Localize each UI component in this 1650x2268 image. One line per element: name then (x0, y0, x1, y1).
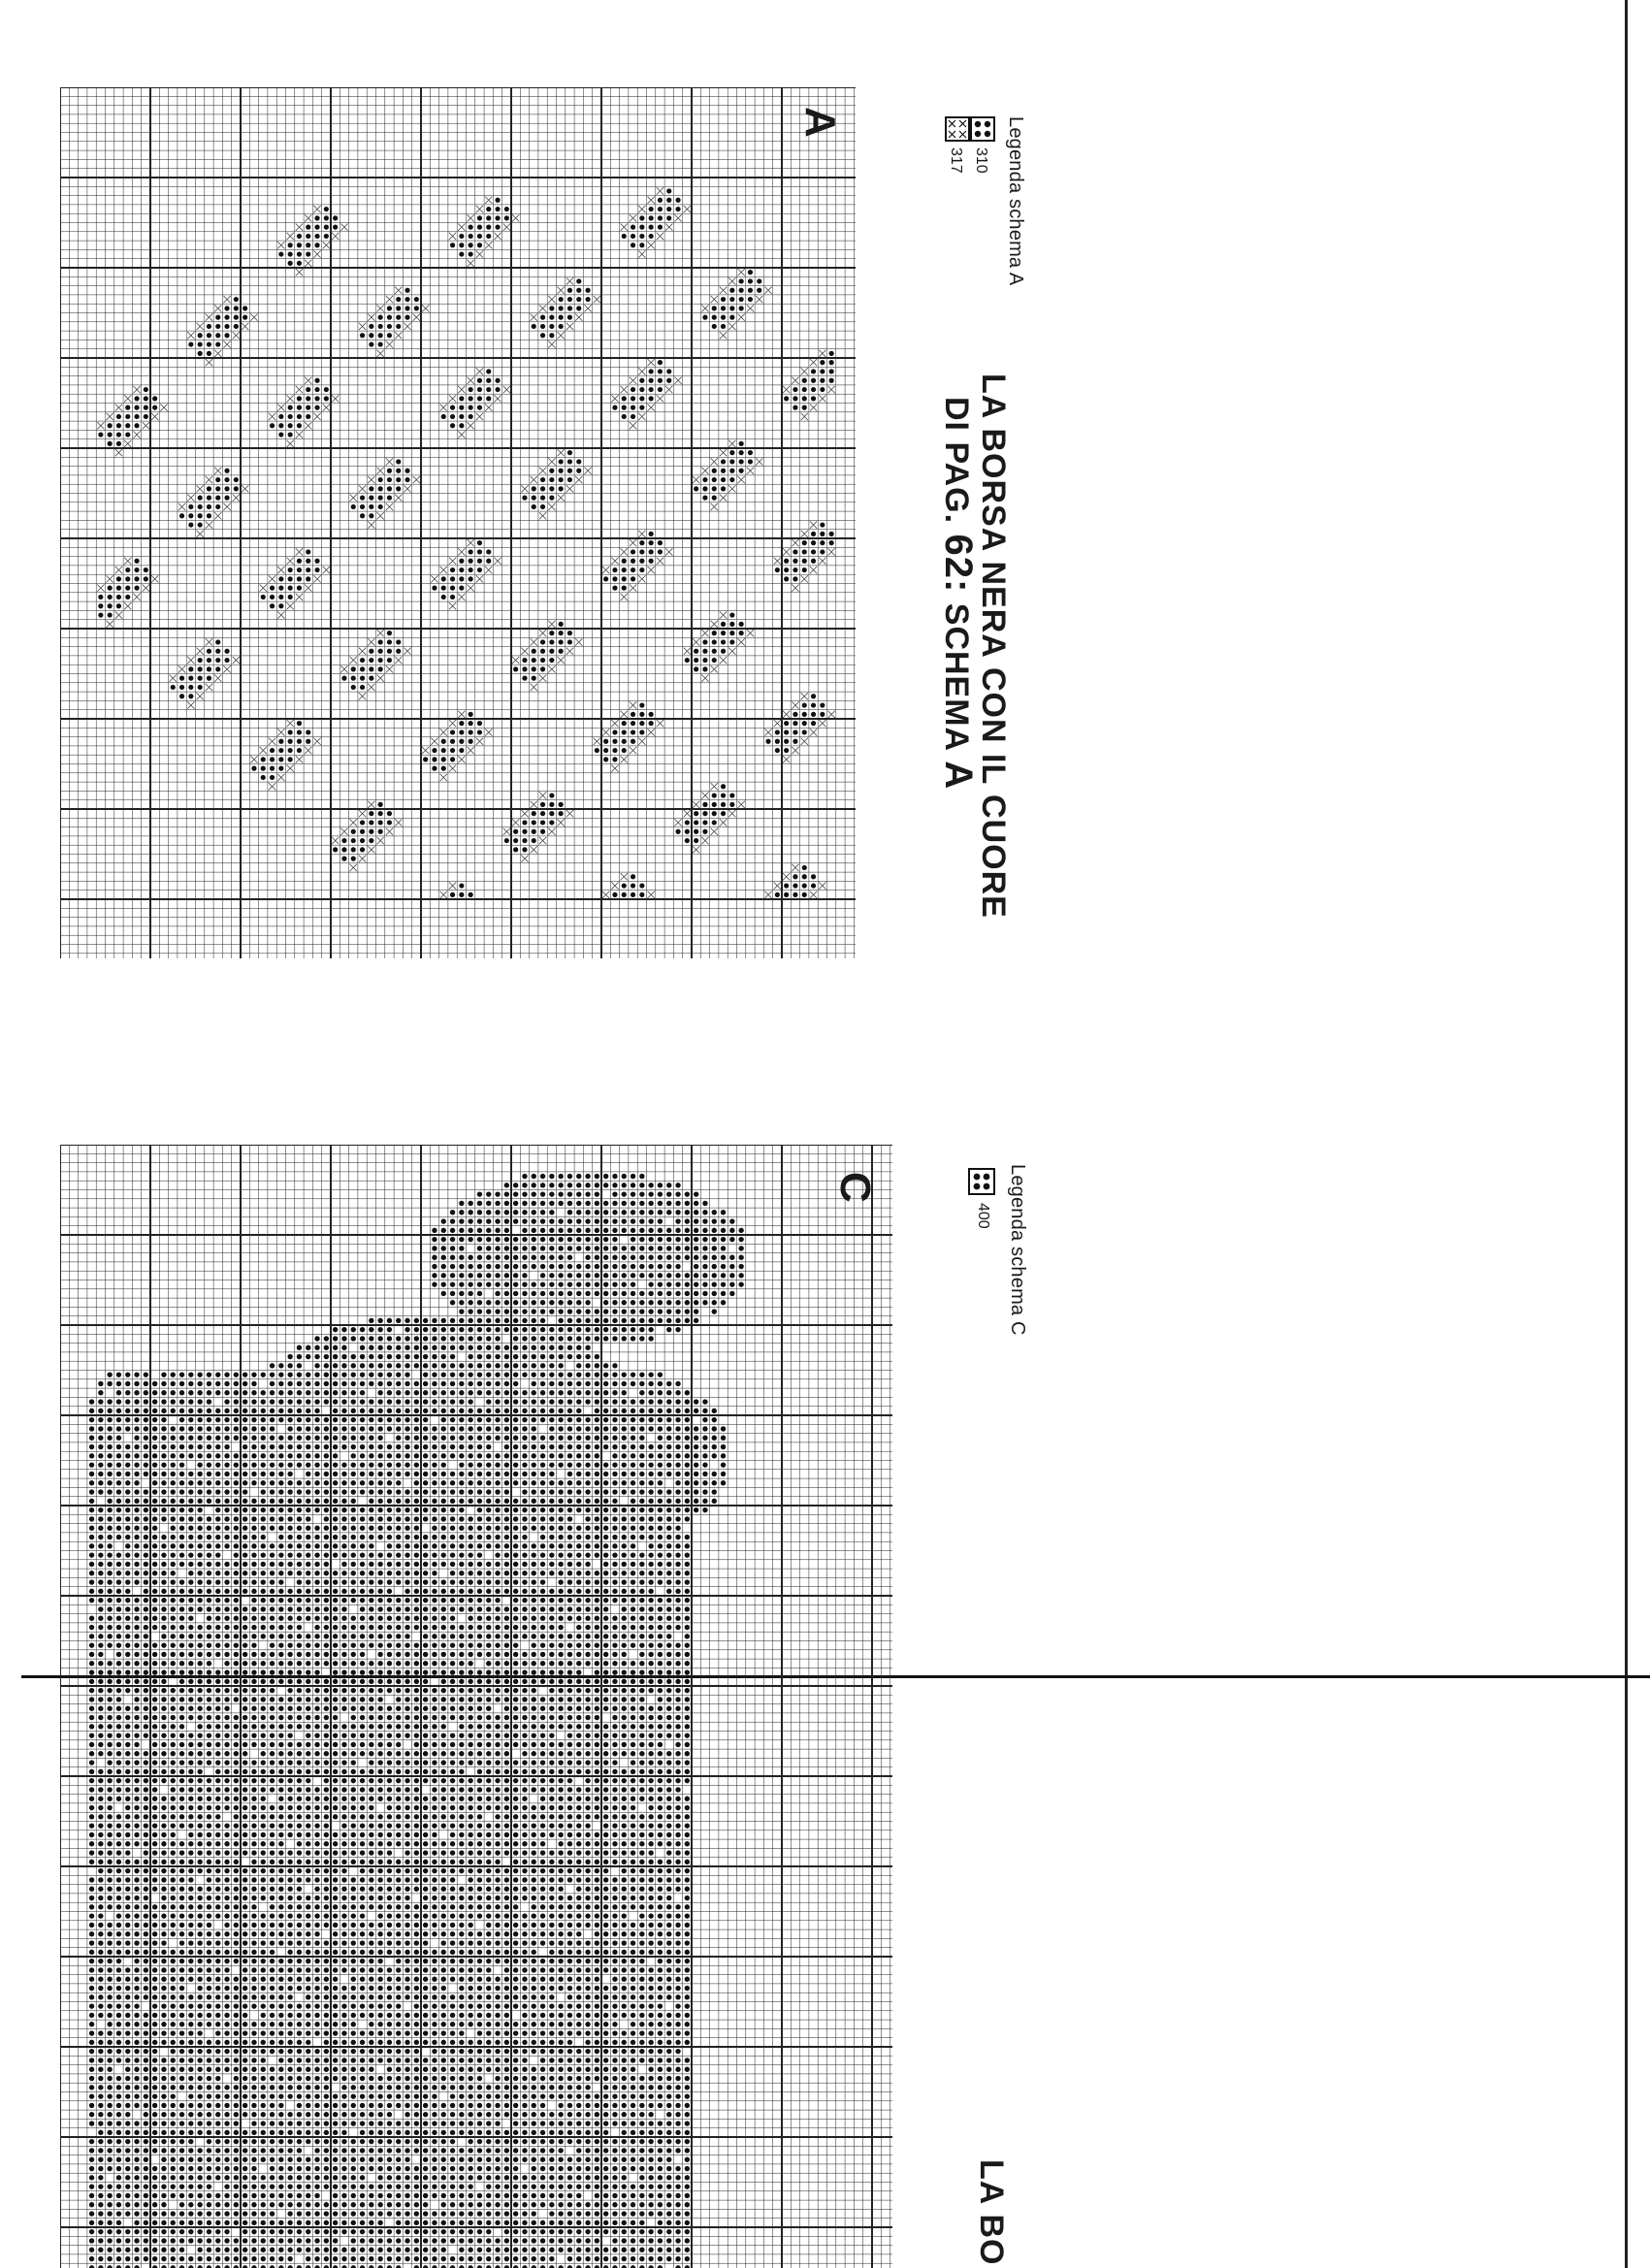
dots-icon (970, 1170, 993, 1193)
chart-a-grid-svg (60, 87, 856, 958)
chart-a-title-letter: A (937, 761, 980, 791)
chart-c-letter: C (831, 1172, 879, 1203)
legend-a-code-310: 310 (973, 147, 989, 174)
chart-a-title-prefix: DI PAG. (938, 397, 975, 525)
page-edge-line (1625, 0, 1628, 2268)
chart-a-title-suffix: SCHEMA (938, 602, 975, 751)
chart-c-title-partial-text: LA BO (973, 2159, 1010, 2266)
legend-a-title: Legenda schema A (1005, 116, 1026, 286)
legend-c-swatch-dots (968, 1168, 995, 1195)
chart-a-title-line1 (976, 373, 1011, 919)
chart-c-grid (60, 1145, 892, 2268)
chart-c-grid-svg (60, 1145, 892, 2268)
legend-a-code-317: 317 (948, 147, 964, 174)
chart-a-title (939, 373, 1011, 919)
cross-icon (947, 118, 968, 140)
chart-a-title-line2 (937, 373, 980, 919)
legend-a-swatch-cross (945, 116, 970, 142)
legend-a-swatch-dots (970, 116, 995, 142)
chart-c-title-partial (974, 2159, 1009, 2266)
chart-a-title-page: 62: (937, 534, 980, 594)
chart-a-letter: A (796, 107, 844, 138)
chart-a-title-line1-text: LA BORSA NERA CON IL CUORE (975, 373, 1012, 919)
legend-c-code-400: 400 (975, 1203, 991, 1229)
chart-a-grid (60, 87, 856, 958)
legend-c-title: Legenda schema C (1007, 1164, 1028, 1336)
dots-icon (972, 118, 993, 140)
